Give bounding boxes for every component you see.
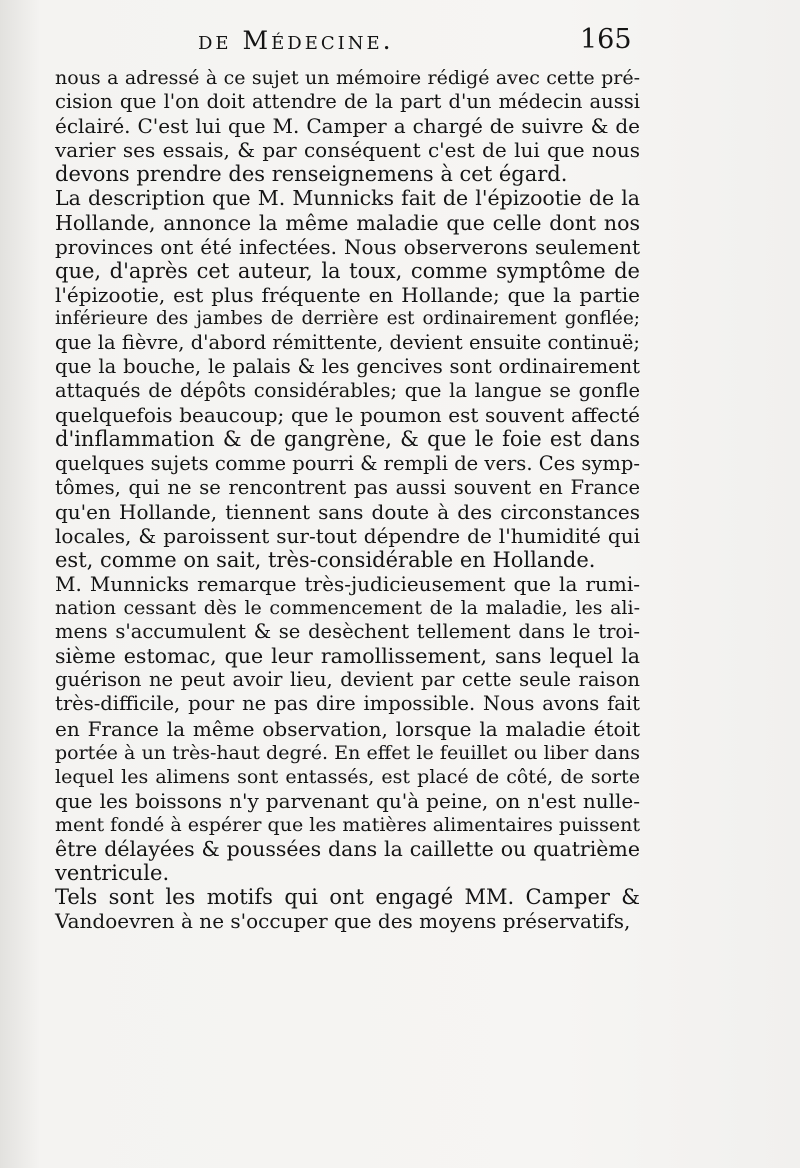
text-line: lequel les alimens sont entassés, est placé de côté, de sorte (55, 765, 640, 788)
text-line: attaqués de dépôts considérables; que la langue se gonfle (55, 379, 640, 403)
text-line: être délayées & poussées dans la caillette ou quatrième (55, 837, 640, 861)
body-text (55, 66, 640, 933)
text-line: est, comme on sait, très-considérable en Hollande. (55, 547, 596, 572)
text-line: M. Munnicks remarque très-judicieusement que la rumi- (55, 571, 640, 596)
text-line: portée à un très-haut degré. En effet le feuillet ou liber dans (55, 741, 640, 764)
text-line: mens s'accumulent & se desèchent tellement dans le troi- (55, 620, 640, 644)
text-line: Vandoevren à ne s'occuper que des moyens préservatifs, (55, 909, 631, 934)
text-line: tômes, qui ne se rencontrent pas aussi souvent en France (55, 475, 640, 499)
text-line: provinces ont été infectées. Nous observerons seulement (55, 234, 640, 259)
text-line: locales, & paroissent sur-tout dépendre de l'humidité qui (55, 523, 640, 548)
page-number: 165 (580, 24, 632, 55)
text-line: inférieure des jambes de derrière est ordinairement gonflée; (55, 307, 640, 329)
text-line: que la fièvre, d'abord rémittente, devient ensuite continuë; (55, 331, 640, 355)
text-line: nous a adressé à ce sujet un mémoire rédigé avec cette pré- (55, 67, 640, 89)
text-line: nation cessant dès le commencement de la maladie, les ali- (55, 597, 640, 620)
text-line: d'inflammation & de gangrène, & que le foie est dans (55, 427, 640, 452)
text-line: quelques sujets comme pourri & rempli de vers. Ces symp- (55, 451, 640, 475)
text-line: devons prendre des renseignemens à cet égard. (55, 162, 568, 187)
page-header (0, 22, 800, 62)
text-line: varier ses essais, & par conséquent c'est de lui que nous (55, 138, 640, 163)
text-line: ment fondé à espérer que les matières alimentaires puissent (55, 813, 640, 836)
text-line: qu'en Hollande, tiennent sans doute à des circonstances (55, 499, 640, 524)
paragraph (55, 572, 640, 885)
text-line: l'épizootie, est plus fréquente en Hollande; que la partie (55, 282, 640, 307)
text-line: très-difficile, pour ne pas dire impossible. Nous avons fait (55, 692, 640, 716)
text-line: Hollande, annonce la même maladie que celle dont nos (55, 210, 640, 235)
text-line: que la bouche, le palais & les gencives sont ordinairement (55, 355, 640, 379)
text-line: Tels sont les motifs qui ont engagé MM. Camper & (55, 885, 640, 910)
paragraph (55, 66, 640, 186)
text-line: La description que M. Munnicks fait de l'épizootie de la (55, 186, 640, 211)
paragraph (55, 186, 640, 572)
paragraph (55, 885, 640, 933)
text-line: guérison ne peut avoir lieu, devient par cette seule raison (55, 668, 640, 692)
text-line: que les boissons n'y parvenant qu'à peine, on n'est nulle- (55, 788, 640, 813)
text-line: en France la même observation, lorsque la maladie étoit (55, 716, 640, 741)
text-line: que, d'après cet auteur, la toux, comme symptôme de (55, 258, 640, 283)
text-line: ventricule. (55, 861, 170, 886)
text-line: éclairé. C'est lui que M. Camper a chargé de suivre & de (55, 114, 640, 139)
text-line: quelquefois beaucoup; que le poumon est souvent affecté (55, 403, 640, 428)
text-line: sième estomac, que leur ramollissement, sans lequel la (55, 644, 640, 669)
text-line: cision que l'on doit attendre de la part d'un médecin aussi (55, 90, 640, 114)
running-head: de Médecine. (198, 26, 394, 55)
